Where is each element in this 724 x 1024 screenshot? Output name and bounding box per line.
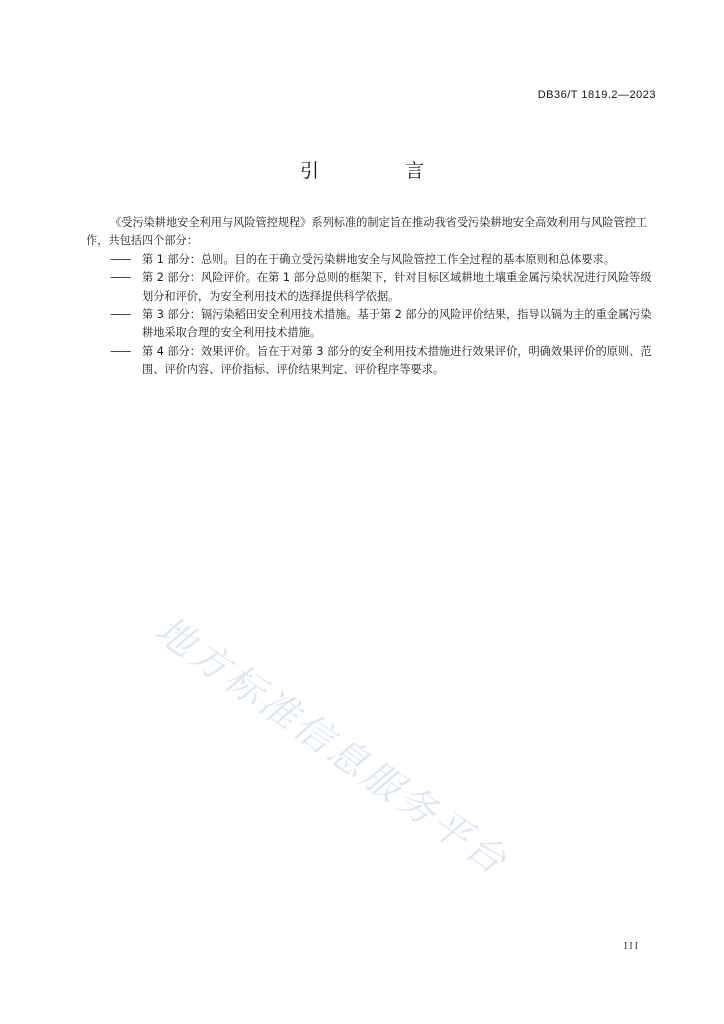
page-number: III (624, 941, 640, 952)
list-item-part-2 (86, 269, 658, 306)
introduction-body (86, 214, 658, 380)
page-title: 引 言 (299, 160, 465, 182)
list-dash: —— (110, 271, 131, 285)
list-dash: —— (110, 252, 131, 266)
list-item-part-3 (86, 306, 658, 343)
list-item-text: 第 3 部分：镉污染稻田安全利用技术措施。基于第 2 部分的风险评价结果，指导以镉为主的重金属污染耕地采取合理的安全利用技术措施。 (142, 308, 652, 340)
list-item-text: 第 4 部分：效果评价。旨在于对第 3 部分的安全利用技术措施进行效果评价，明确效果评价的原则、范围、评价内容、评价指标、评价结果判定、评价程序等要求。 (142, 344, 652, 377)
list-item-text: 第 2 部分：风险评价。在第 1 部分总则的框架下，针对目标区域耕地土壤重金属污染状况进行风险等级划分和评价，为安全利用技术的选择提供科学依据。 (142, 271, 652, 303)
list-item-part-1 (86, 251, 658, 269)
list-dash: —— (110, 344, 131, 358)
list-item-part-4 (86, 343, 658, 380)
watermark: 地方标准信息服务平台 (147, 607, 517, 885)
list-dash: —— (110, 308, 131, 322)
standard-code: DB36/T 1819.2—2023 (537, 89, 656, 101)
list-item-text: 第 1 部分：总则。目的在于确立受污染耕地安全与风险管控工作全过程的基本原则和总体要求。 (142, 252, 615, 266)
intro-paragraph: 《受污染耕地安全利用与风险管控规程》系列标准的制定旨在推动我省受污染耕地安全高效利用与风险管控工作，共包括四个部分： (86, 216, 648, 248)
